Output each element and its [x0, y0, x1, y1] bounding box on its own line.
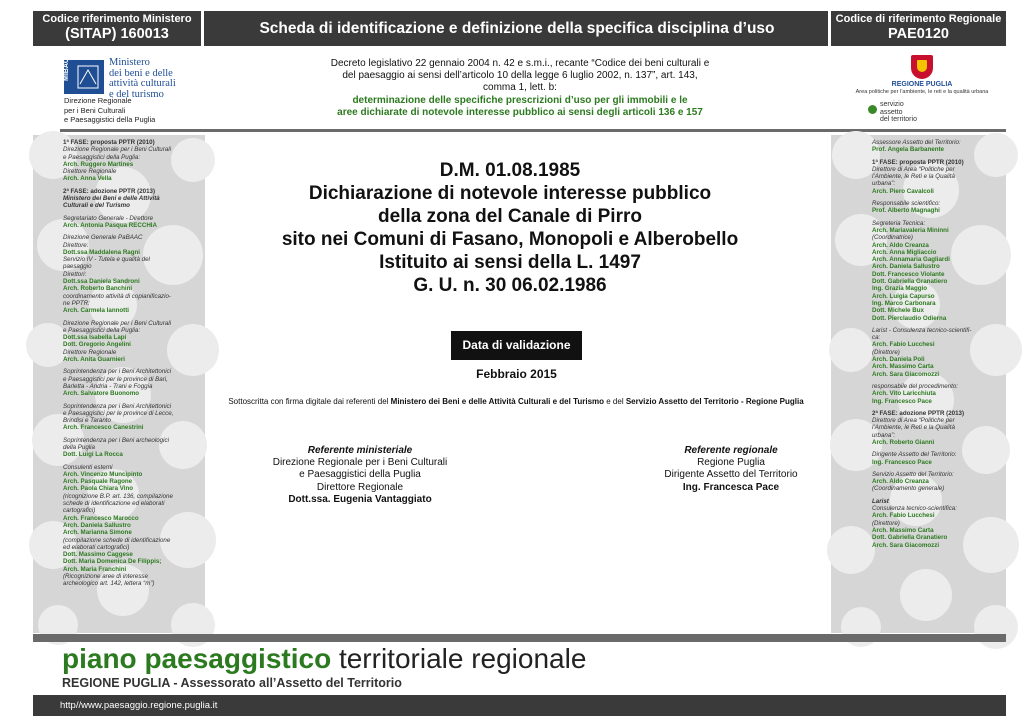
- region-area: Area politiche per l’ambiente, le reti e la qualità urbana: [855, 89, 989, 95]
- credit-role: schede di identificazione ed elaborati: [63, 500, 165, 508]
- credit-role: (Coordinamento generale): [872, 485, 945, 493]
- signature-text: e del: [604, 397, 626, 406]
- credit-role: Direttore Regionale: [63, 348, 117, 356]
- credit-org: Culturali e del Turismo: [63, 202, 130, 210]
- credit-name: Arch. Massimo Carta: [872, 526, 934, 534]
- credit-name: Dott.ssa Daniela Sandroni: [63, 278, 140, 286]
- credit-name: Arch. Luigia Capurso: [872, 292, 935, 300]
- credit-role: coordinamento attività di copianificazio-: [63, 292, 171, 300]
- ministry-emblem-icon: [64, 60, 104, 94]
- regional-code-box: [831, 11, 1006, 46]
- referent-line: Direttore Regionale: [316, 481, 404, 493]
- referent-line: Dirigente Assetto del Territorio: [664, 469, 798, 481]
- credit-name: Arch. Vincenzo Muncipinto: [63, 470, 143, 478]
- ministry-name-line: attività culturali: [109, 78, 176, 89]
- referent-title: Referente regionale: [684, 445, 778, 456]
- plan-brand-light: territoriale regionale: [331, 643, 587, 674]
- credit-role: Soprintendenza per i Beni Architettonici: [63, 368, 172, 376]
- title-line: sito nei Comuni di Fasano, Monopoli e Alberobello: [281, 229, 739, 250]
- signature-note: [206, 397, 826, 406]
- credit-role: Segreteria Tecnica:: [872, 219, 926, 227]
- signature-text: Sottoscritta con firma digitale dai referenti del: [228, 397, 391, 406]
- referent-line: Regione Puglia: [697, 457, 765, 469]
- credit-name: Arch. Sara Giacomozzi: [872, 370, 940, 378]
- decree-line-highlight: aree dichiarate di notevole interesse pubblico ai sensi degli articoli 136 e 157: [337, 106, 703, 118]
- referent-line: e Paesaggistici della Puglia: [299, 469, 421, 481]
- credit-role: l’Ambiente, le Reti e la Qualità: [872, 173, 955, 181]
- phase-title: 2ª FASE: adozione PPTR (2013): [63, 187, 156, 195]
- credit-name: Dott. Luigi La Rocca: [63, 451, 123, 459]
- decree-line-highlight: determinazione delle specifiche prescrizioni d’uso per gli immobili e le: [352, 94, 688, 106]
- title-line: Dichiarazione di notevole interesse pubblico: [308, 183, 712, 204]
- decree-text: [300, 58, 740, 119]
- ministry-name-line: dei beni e delle: [109, 67, 173, 79]
- title-line: D.M. 01.08.1985: [439, 160, 581, 181]
- credit-name: Arch. Aldo Creanza: [872, 241, 929, 249]
- region-crest-icon: [911, 55, 933, 79]
- service-logo: [880, 101, 917, 124]
- signature-ministry: Ministero dei Beni e delle Attività Culturali e del Turismo: [390, 397, 605, 406]
- credit-role: Assessore Assetto del Territorio:: [872, 139, 961, 146]
- credit-role: Consulenti esterni: [63, 463, 113, 471]
- referent-line: Direzione Regionale per i Beni Culturali: [272, 457, 448, 469]
- left-credits: [63, 139, 203, 588]
- credit-role: l’Ambiente, le Reti e la Qualità: [872, 424, 955, 432]
- credit-name: Arch. Piero Cavalcoli: [872, 187, 934, 195]
- credit-role: (Ricognizione aree di interesse: [63, 573, 148, 581]
- credit-name: Arch. Anna Vella: [63, 175, 112, 183]
- ministry-direction-line: Direzione Regionale: [64, 96, 132, 105]
- header-title: Scheda di identificazione e definizione della specifica disciplina d’uso: [259, 20, 775, 37]
- credit-name: Prof. Angela Barbanente: [872, 146, 944, 154]
- credit-name: Arch. Ruggero Martines: [63, 160, 134, 168]
- credit-role: Soprintendenza per i Beni archeologici: [63, 436, 169, 444]
- footer-url-link[interactable]: http//www.paesaggio.regione.puglia.it: [60, 700, 218, 711]
- credit-name: Arch. Annamaria Gagliardi: [872, 256, 950, 264]
- credit-role: Segretariato Generale - Direttore: [63, 214, 154, 222]
- ministry-direction: [64, 96, 155, 125]
- credit-name: Arch. Roberto Giannì: [872, 438, 935, 446]
- credit-role: Direttore Regionale: [63, 168, 117, 176]
- credit-role: Direzione Regionale per i Beni Culturali: [63, 146, 171, 154]
- credit-name: Arch. Antonia Pasqua RECCHIA: [63, 221, 157, 229]
- credit-role: (Direttore): [872, 519, 900, 527]
- referent-title: Referente ministeriale: [307, 445, 413, 456]
- credit-name: Dott. Gregorio Angelini: [63, 341, 131, 349]
- credit-role: Soprintendenza per i Beni Architettonici: [63, 402, 172, 410]
- credit-role: urbana”:: [872, 180, 896, 188]
- plan-brand-bold: piano paesaggistico: [62, 643, 332, 674]
- credit-role: e Paesaggistici della Puglia:: [63, 326, 141, 334]
- plan-brand: [62, 642, 586, 676]
- credit-name: Arch. Aldo Creanza: [872, 478, 929, 486]
- credit-role: ne PPTR:: [63, 299, 90, 307]
- regional-code: PAE0120: [888, 26, 949, 42]
- credit-role: e Paesaggistici della Puglia:: [63, 153, 141, 161]
- main-title: [210, 159, 810, 297]
- credit-name: Ing. Francesco Pace: [872, 458, 932, 466]
- credit-org: Ministero dei Beni e delle Attività: [63, 195, 160, 203]
- credit-name: Dott.ssa Isabella Lapi: [63, 334, 127, 342]
- ministry-code-label: Codice riferimento Ministero: [42, 13, 192, 25]
- credit-role: (ricognizione B.P. art. 136, compilazione: [63, 492, 173, 500]
- credit-name: Arch. Maria Franchini: [63, 565, 127, 573]
- credit-role: Direzione Generale PaBAAC: [63, 234, 143, 242]
- credit-role: responsabile del procedimento:: [872, 382, 958, 390]
- regional-code-label: Codice di riferimento Regionale: [835, 13, 1002, 25]
- title-line: G. U. n. 30 06.02.1986: [413, 275, 607, 296]
- ministry-direction-line: e Paesaggistici della Puglia: [64, 115, 156, 124]
- credit-name: Arch. Fabio Lucchesi: [872, 512, 935, 520]
- credit-name: Prof. Alberto Magnaghi: [872, 207, 940, 215]
- credit-name: Arch. Roberto Banchini: [63, 285, 133, 293]
- service-leaf-icon: [868, 105, 877, 114]
- credit-org: Larist: [872, 497, 889, 505]
- ministry-mark-text: MiBAC: [63, 58, 70, 81]
- credit-role: urbana”:: [872, 431, 896, 439]
- ministry-direction-line: per i Beni Culturali: [64, 105, 126, 115]
- credit-name: Arch. Anita Guarnieri: [63, 356, 126, 364]
- credit-role: (Coordinatrice): [872, 234, 913, 242]
- credit-name: Dott. Pierclaudio Odierna: [872, 314, 947, 322]
- ministry-logo-mark: [64, 60, 104, 94]
- referent-name: Ing. Francesca Pace: [682, 481, 780, 493]
- credit-name: Arch. Francesco Canestrini: [63, 424, 144, 432]
- credit-role: ed elaborati cartografici): [63, 543, 130, 551]
- phase-title: 1ª FASE: proposta PPTR (2010): [63, 139, 155, 146]
- credit-name: Dott.ssa Maddalena Ragni: [63, 248, 141, 256]
- ministry-name-line: Ministero: [109, 57, 150, 68]
- credit-role: Responsabile scientifico:: [872, 200, 941, 208]
- decree-line: comma 1, lett. b:: [483, 82, 557, 94]
- ministry-name-line: e del turismo: [109, 88, 164, 100]
- credit-role: ca:: [872, 334, 881, 342]
- credit-name: Arch. Carmela Iannotti: [63, 307, 130, 315]
- credit-name: Dott. Gabriella Granatiero: [872, 278, 948, 286]
- credit-role: cartografici): [63, 507, 96, 515]
- decree-line: del paesaggio ai sensi dell’articolo 10 della legge 6 luglio 2002, n. 137”, art. 143,: [342, 70, 698, 82]
- credit-role: (compilazione schede di identificazione: [63, 536, 171, 544]
- credit-role: Dirigente Assetto del Territorio:: [872, 451, 957, 459]
- credit-name: Dott. Massimo Caggese: [63, 551, 133, 559]
- phase-title: 1ª FASE: proposta PPTR (2010): [872, 158, 964, 166]
- credit-name: Arch. Massimo Carta: [872, 363, 934, 371]
- ministry-referent: [260, 445, 460, 506]
- credit-name: Arch. Sara Giacomozzi: [872, 541, 940, 549]
- credit-role: Direttore di Area “Politiche per: [872, 417, 955, 425]
- credit-role: archeologico art. 142, lettera “m”): [63, 580, 155, 588]
- credit-role: Direttori:: [63, 270, 87, 278]
- region-name: REGIONE PUGLIA: [891, 81, 953, 88]
- decree-line: Decreto legislativo 22 gennaio 2004 n. 42 e s.m.i., recante “Codice dei beni culturali e: [330, 58, 710, 69]
- ministry-name: [109, 58, 176, 100]
- credit-role: della Puglia: [63, 443, 95, 451]
- validation-date: Febbraio 2015: [476, 367, 557, 381]
- credit-role: Direzione Regionale per i Beni Culturali: [63, 319, 171, 327]
- credit-name: Arch. Daniela Sallustro: [872, 263, 940, 271]
- credit-name: Arch. Daniela Sallustro: [63, 521, 131, 529]
- credit-role: Servizio Assetto del Territorio:: [872, 470, 954, 478]
- credit-name: Arch. Anna Migliaccio: [872, 248, 937, 256]
- referent-name: Dott.ssa. Eugenia Vantaggiato: [288, 493, 432, 505]
- credit-name: Arch. Francesco Marocco: [63, 514, 139, 522]
- credit-role: Servizio IV - Tutela e qualità del: [63, 256, 150, 264]
- service-line: servizio: [880, 101, 904, 108]
- header-rule: [60, 129, 1006, 132]
- regional-referent: [646, 445, 816, 494]
- credit-name: Arch. Paola Chiara Vino: [63, 485, 134, 493]
- credit-name: Arch. Marianna Simone: [63, 529, 132, 537]
- credit-role: e Paesaggistici per le province di Lecce,: [63, 409, 174, 417]
- region-logo: [842, 55, 1002, 127]
- credit-role: Direttore:: [63, 241, 89, 249]
- credit-name: Dott. Francesco Violante: [872, 270, 945, 278]
- signature-region: Servizio Assetto del Territorio - Regione Puglia: [625, 397, 804, 406]
- credit-role: (Direttore): [872, 348, 900, 356]
- ministry-code-box: [33, 11, 201, 46]
- credit-name: Arch. Daniela Poli: [872, 356, 925, 364]
- header-title-box: [205, 11, 829, 46]
- service-line: assetto: [880, 108, 903, 116]
- credit-name: Arch. Mariavaleria Mininni: [872, 226, 949, 234]
- title-line: Istituito ai sensi della L. 1497: [379, 252, 641, 273]
- ministry-code: (SITAP) 160013: [65, 26, 169, 42]
- credit-role: Consulenza tecnico-scientifica:: [872, 505, 957, 513]
- credit-role: Larist - Consulenza tecnico-scientifi-: [872, 326, 972, 334]
- credit-name: Arch. Salvatore Buonomo: [63, 390, 139, 398]
- phase-title: 2ª FASE: adozione PPTR (2013): [872, 409, 965, 417]
- credit-name: Arch. Pasquale Ragone: [63, 478, 133, 486]
- credit-name: Arch. Fabio Lucchesi: [872, 341, 935, 349]
- credit-role: e Paesaggistici per le province di Bari,: [63, 375, 168, 383]
- service-line: del territorio: [880, 116, 917, 123]
- validation-label: Data di validazione: [451, 331, 582, 360]
- header-divider: [201, 11, 204, 46]
- credit-name: Ing. Marco Carbonara: [872, 299, 936, 307]
- credit-name: Dott. Maria Domenica De Filippis;: [63, 558, 162, 566]
- credit-name: Arch. Vito Laricchiuta: [872, 390, 936, 398]
- credit-name: Dott. Gabriella Granatiero: [872, 534, 948, 542]
- credit-role: paesaggio: [63, 263, 92, 271]
- credit-name: Ing. Grazia Maggio: [872, 285, 928, 293]
- footer-rule: [33, 634, 1006, 642]
- title-line: della zona del Canale di Pirro: [378, 206, 642, 227]
- credit-name: Ing. Francesco Pace: [872, 397, 932, 405]
- footer-region: REGIONE PUGLIA - Assessorato all’Assetto del Territorio: [62, 676, 402, 690]
- credit-role: Brindisi e Taranto: [63, 417, 111, 425]
- credit-role: Direttore di Area “Politiche per: [872, 165, 955, 173]
- ministry-logo: [64, 58, 214, 124]
- credit-name: Dott. Michele Bux: [872, 307, 924, 315]
- right-credits: [872, 139, 1002, 549]
- credit-role: Barletta - Andria - Trani e Foggia: [63, 382, 153, 390]
